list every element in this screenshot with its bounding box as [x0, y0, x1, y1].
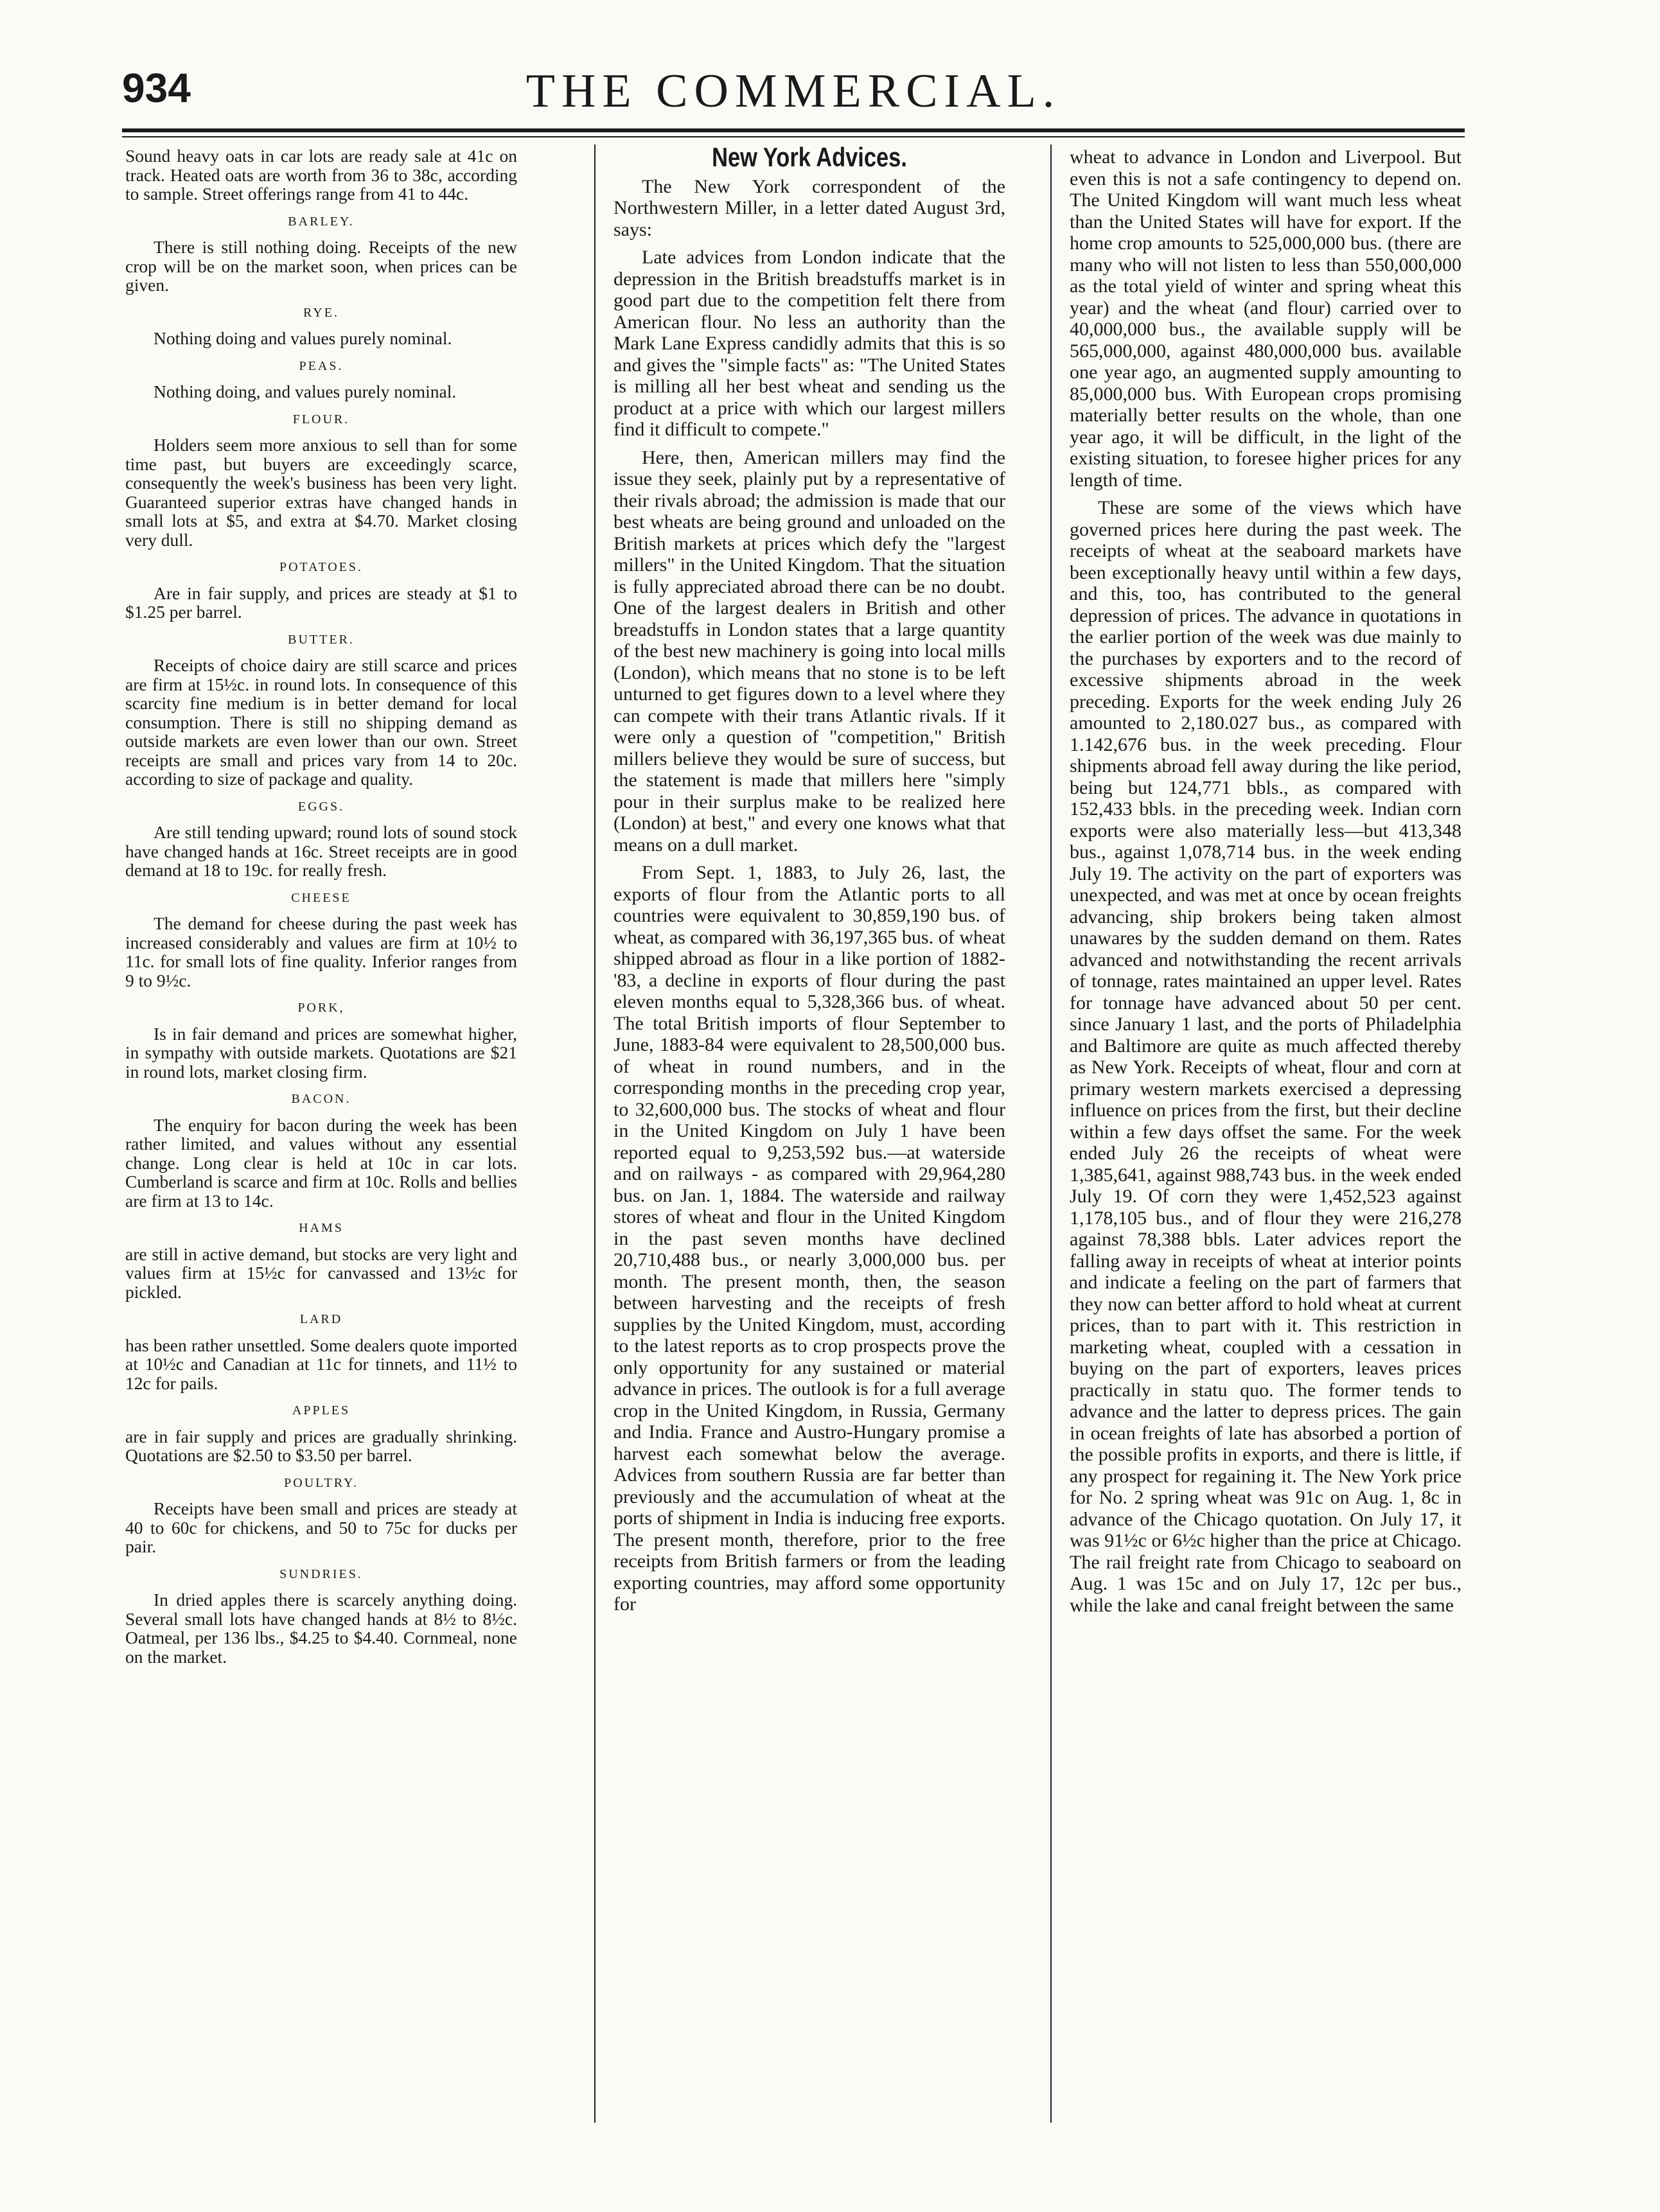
article-title: New York Advices.	[712, 142, 907, 172]
column-divider-2	[1050, 145, 1052, 2123]
heading-butter: BUTTER.	[288, 632, 355, 647]
paragraph-flour: Holders seem more anxious to sell than for some time past, but buyers are exceedingly scarce, consequently the week's business has been very light. Guaranteed superior extras have changed hands in small lots at $5, and extra at $4.70. Market closing very dull.	[125, 435, 517, 550]
paragraph-lard: has been rather unsettled. Some dealers quote imported at 10½c and Canadian at 11c for tinnets, and 11½ to 12c for pails.	[125, 1335, 517, 1393]
market-reports-column	[125, 146, 517, 1671]
paragraph-butter: Receipts of choice dairy are still scarce and prices are firm at 15½c. in round lots. In consequence of this scarcity fine medium is in better demand for local consumption. There is still no shipping demand as outside markets are even lower than our own. Street receipts are small and prices vary from 14 to 20c. according to size of package and quality.	[125, 655, 517, 789]
paragraph-sundries: In dried apples there is scarcely anything doing. Several small lots have changed hands at 8½ to 8½c. Oatmeal, per 136 lbs., $4.25 to $4.40. Cornmeal, none on the market.	[125, 1590, 517, 1667]
paragraph-eggs: Are still tending upward; round lots of sound stock have changed hands at 16c. Street receipts are in good demand at 18 to 19c. for really fresh.	[125, 822, 517, 880]
header-rule-thin	[122, 136, 1465, 137]
paragraph-views-prices: These are some of the views which have governed prices here during the past week. The receipts of wheat at the seaboard markets have been exceptionally heavy until within a few days, and this, too, has contributed to the general depression of prices. The advance in quotations in the earlier portion of the week was due mainly to the purchases by exporters and to the record of excessive shipments abroad in the week preceding. Exports for the week ending July 26 amounted to 2,180.027 bus., as compared with 1.142,676 bus. in the week preceding. Flour shipments abroad fell away during the like period, being but 124,771 bbls., as compared with 152,433 bbls. in the preceding week. Indian corn exports were also materially less—but 413,348 bus., against 1,078,714 bus. in the week ending July 19. The activity on the part of exporters was unexpected, and was met at once by ocean freights advancing, ship brokers being taken almost unawares by the sudden demand on them. Rates advanced and notwithstanding the recent arrivals of tonnage, rates maintained an upper level. Rates for tonnage have advanced about 50 per cent. since January 1 last, and the ports of Philadelphia and Baltimore are quite as much affected thereby as New York. Receipts of wheat, flour and corn at primary western markets exercised a depressing influence on prices from the first, but their decline within a few days offset the same. For the week ended July 26 the receipts of wheat were 1,385,641, against 988,743 bus. in the week ended July 19. Of corn they were 1,452,523 against 1,178,105 bus., and of flour they were 216,278 against 78,388 bbls. Later advices report the falling away in receipts of wheat at interior points and indicate a feeling on the part of farmers that they now can better afford to hold wheat at current prices, than to part with it. This restriction in marketing wheat, coupled with a cessation in buying on the part of exporters, leaves prices practically in statu quo. The former tends to advance and the latter to depress prices. The gain in ocean freights of late has absorbed a portion of the possible profits in exports, and there is little, if any prospect for regaining it. The New York price for No. 2 spring wheat was 91c on Aug. 1, 8c in advance of the Chicago quotation. On July 17, it was 91½c or 6½c higher than the price at Chicago. The rail freight rate from Chicago to seaboard on Aug. 1 was 15c and on July 17, 12c per bus., while the lake and canal freight between the same	[1070, 497, 1461, 1616]
heading-flour: FLOUR.	[292, 412, 350, 426]
paragraph-poultry: Receipts have been small and prices are steady at 40 to 60c for chickens, and 50 to 75c for ducks per pair.	[125, 1498, 517, 1556]
column-divider-1	[594, 145, 596, 2123]
paragraph-flour-exports: From Sept. 1, 1883, to July 26, last, the exports of flour from the Atlantic ports to all countries were equivalent to 30,859,190 bus. of wheat, as compared with 36,197,365 bus. of wheat shipped abroad as flour in a like portion of 1882-'83, a decline in exports of flour during the past eleven months equal to 5,328,366 bus. of wheat. The total British imports of flour September to June, 1883-84 were equivalent to 28,500,000 bus. of wheat in round numbers, and in the corresponding months in the preceding crop year, to 32,600,000 bus. The stocks of wheat and flour in the United Kingdom on July 1 have been reported equal to 9,253,592 bus.—at waterside and on railways - as compared with 29,964,280 bus. on Jan. 1, 1884. The waterside and railway stores of wheat and flour in the United Kingdom in the past seven months have declined 20,710,488 bus., or nearly 3,000,000 bus. per month. The present month, then, the season between harvesting and the receipts of fresh supplies by the United Kingdom, must, according to the latest reports as to crop prospects prove the only opportunity for any sustained or material advance in prices. The outlook is for a full average crop in the United Kingdom, in Russia, Germany and India. France and Austro-Hungary promise a harvest each somewhat below the average. Advices from southern Russia are far better than previously and the accumulation of wheat at the ports of shipment in India is inducing free exports. The present month, therefore, prior to the free receipts from British farmers or from the leading exporting countries, may afford some opportunity for	[614, 862, 1005, 1615]
heading-poultry: POULTRY.	[284, 1475, 358, 1490]
paragraph-intro: The New York correspondent of the Northwestern Miller, in a letter dated August 3rd, says:	[614, 175, 1005, 240]
paragraph-london-advices: Late advices from London indicate that the depression in the British breadstuffs market is in good part due to the competition felt there from American flour. No less an authority than the Mark Lane Express candidly admits that this is so and gives the "simple facts" as: "The United States is milling all her best wheat and sending us the product at a price with which our largest millers find it difficult to compete."	[614, 247, 1005, 440]
page-number: 934	[122, 65, 191, 111]
masthead-title: THE COMMERCIAL.	[525, 65, 1061, 118]
heading-hams: HAMS	[299, 1221, 344, 1235]
heading-apples: APPLES	[292, 1403, 351, 1418]
paragraph-potatoes: Are in fair supply, and prices are steady at $1 to $1.25 per barrel.	[125, 583, 517, 622]
heading-lard: LARD	[299, 1312, 343, 1326]
paragraph-rye: Nothing doing and values purely nominal.	[154, 328, 452, 348]
heading-sundries: SUNDRIES.	[279, 1567, 363, 1581]
paragraph-hams: are still in active demand, but stocks are very light and values firm at 15½c for canvassed and 13½c for pickled.	[125, 1243, 517, 1302]
paragraph-peas: Nothing doing, and values purely nominal.	[154, 382, 457, 401]
paragraph-oats: Sound heavy oats in car lots are ready sale at 41c on track. Heated oats are worth from 36 to 38c, according to sample. Street offerings range from 41 to 44c.	[125, 146, 517, 204]
paragraph-barley: There is still nothing doing. Receipts of the new crop will be on the market soon, when prices can be given.	[125, 237, 517, 295]
paragraph-american-millers: Here, then, American millers may find the issue they seek, plainly put by a representative of their rivals abroad; the admission is made that our best wheats are being ground and unloaded on the British markets at prices which defy the "largest millers" in the United Kingdom. That the situation is fully appreciated abroad there can be no doubt. One of the largest dealers in British and other breadstuffs in London states that a large quantity of the best new machinery is going into local mills (London), which means that no stone is to be left unturned to get figures down to a level where they can compete with their trans Atlantic rivals. If it were only a question of "competition," British millers believe they would be sure of success, but the statement is made that millers here "simply pour in their surplus make to be realized here (London) at best," and every one knows what that means on a dull market.	[614, 446, 1005, 856]
paragraph-bacon: The enquiry for bacon during the week has been rather limited, and values without any essential change. Long clear is held at 10c in car lots. Cumberland is scarce and firm at 10c. Rolls and bellies are firm at 13 to 14c.	[125, 1114, 517, 1211]
heading-potatoes: POTATOES.	[279, 560, 364, 574]
paragraph-continuation: wheat to advance in London and Liverpool. But even this is not a safe contingency to depend on. The United Kingdom will want much less wheat than the United States will have for export. If the home crop amounts to 525,000,000 bus. (there are many who will not listen to less than 550,000,000 as the total yield of winter and spring wheat this year) and the wheat (and flour) carried over to 40,000,000 bus., the available supply will be 565,000,000, against 480,000,000 bus. available one year ago, an augmented supply amounting to 85,000,000 bus. With European crops promising materially better results on the whole, than one year ago, it will be difficult, in the light of the existing situation, to foresee higher prices for any length of time.	[1070, 146, 1461, 491]
paragraph-pork: Is in fair demand and prices are somewhat higher, in sympathy with outside markets. Quotations are $21 in round lots, market closing firm.	[125, 1023, 517, 1082]
heading-eggs: EGGS.	[297, 799, 345, 814]
paragraph-cheese: The demand for cheese during the past week has increased considerably and values are firm at 10½ to 11c. for small lots of fine quality. Inferior ranges from 9 to 9½c.	[125, 913, 517, 990]
new-york-advices-column	[614, 142, 1005, 1622]
heading-cheese: CHEESE	[291, 890, 351, 905]
heading-bacon: BACON.	[291, 1092, 351, 1106]
heading-rye: RYE.	[303, 305, 339, 320]
continuation-column	[1070, 146, 1461, 1622]
paragraph-apples: are in fair supply and prices are gradually shrinking. Quotations are $2.50 to $3.50 per barrel.	[125, 1426, 517, 1465]
header-rule	[122, 128, 1465, 132]
heading-peas: PEAS.	[299, 358, 344, 373]
heading-barley: BARLEY.	[288, 214, 355, 229]
page-header	[122, 51, 1465, 122]
heading-pork: PORK,	[297, 1001, 345, 1015]
